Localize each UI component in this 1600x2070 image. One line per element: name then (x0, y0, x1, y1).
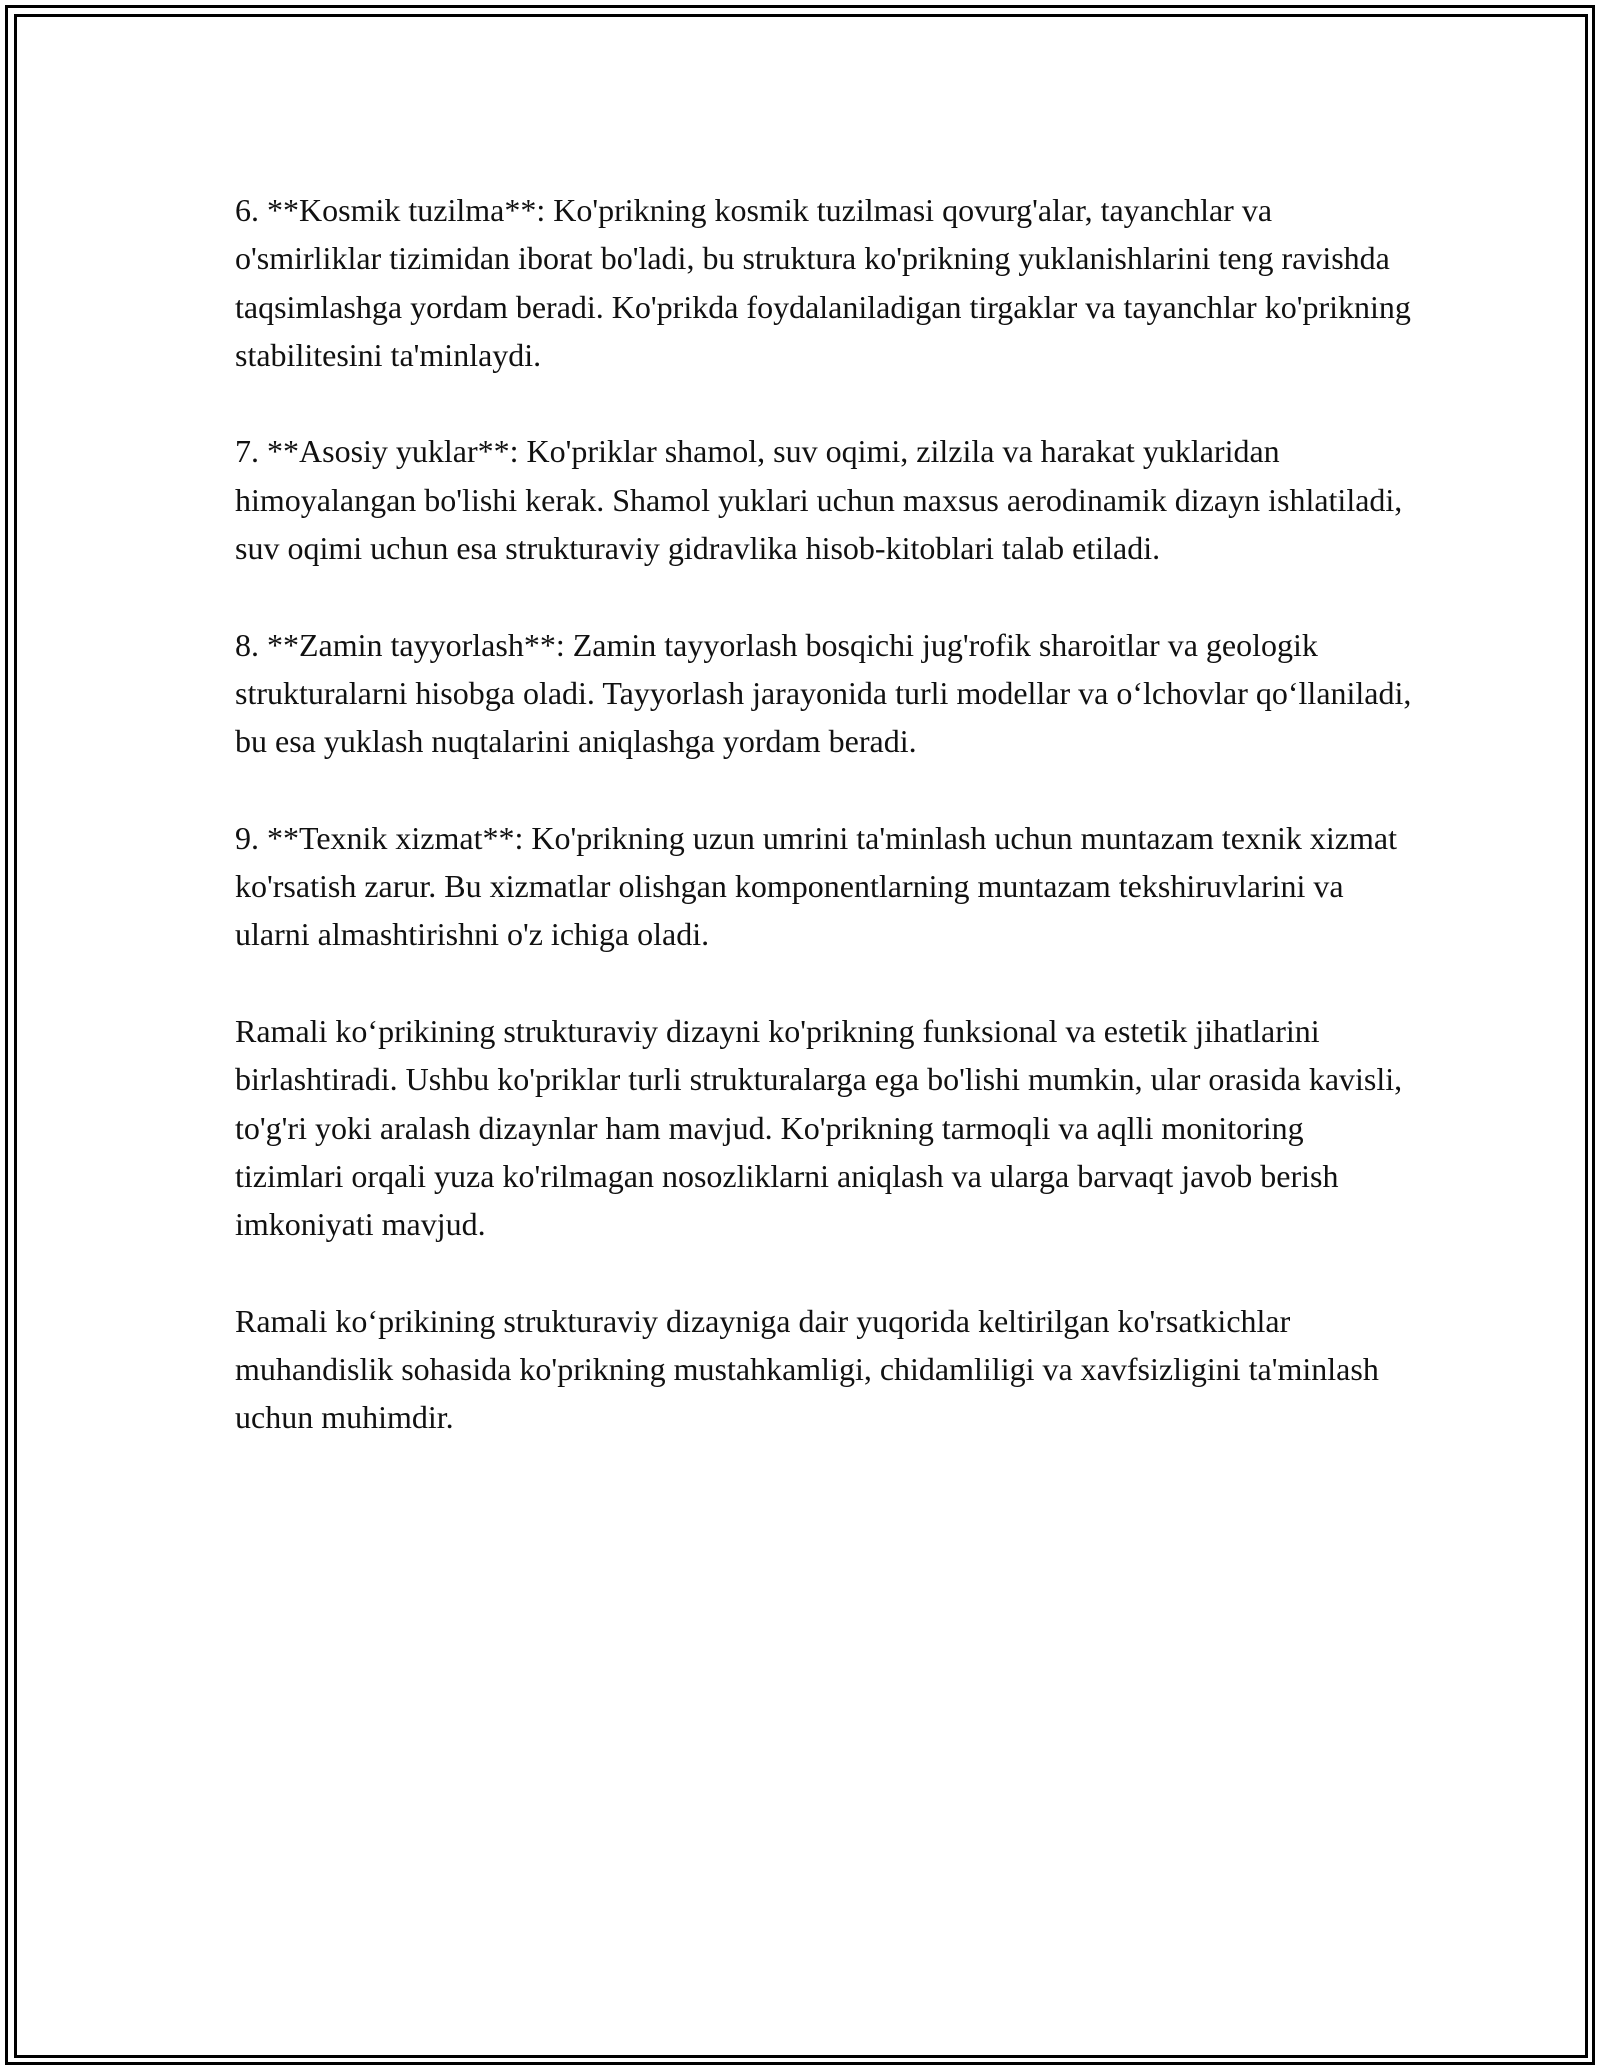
paragraph-structural-design-summary: Ramali ko‘prikining strukturaviy dizayni ko'prikning funksional va estetik jihatlarini birlashtiradi. Ushbu ko'priklar turli strukturalarga ega bo'lishi mumkin, ular orasida kavisli, to'g'ri yoki aralash dizaynlar ham mavjud. Ko'prikning tarmoqli va aqlli monitoring tizimlari orqali yuza ko'rilmagan nosozliklarni aniqlash va ularga barvaqt javob berish imkoniyati mavjud. (235, 1013, 1403, 1243)
paragraph-zamin-tayyorlash: 8. **Zamin tayyorlash**: Zamin tayyorlash bosqichi jug'rofik sharoitlar va geologik strukturalarni hisobga oladi. Tayyorlash jarayonida turli modellar va o‘lchovlar qo‘llaniladi, bu esa yuklash nuqtalarini aniqlashga yordam beradi. (235, 626, 1412, 760)
paragraph-asosiy-yuklar: 7. **Asosiy yuklar**: Ko'priklar shamol, suv oqimi, zilzila va harakat yuklaridan himoyalangan bo'lishi kerak. Shamol yuklari uchun maxsus aerodinamik dizayn ishlatiladi, suv oqimi uchun esa strukturaviy gidravlika hisob-kitoblari talab etiladi. (235, 433, 1403, 567)
paragraph-texnik-xizmat: 9. **Texnik xizmat**: Ko'prikning uzun umrini ta'minlash uchun muntazam texnik xizmat ko'rsatish zarur. Bu xizmatlar olishgan komponentlarning muntazam tekshiruvlarini va ularni almashtirishni o'z ichiga oladi. (235, 819, 1397, 953)
paragraph-conclusion: Ramali ko‘prikining strukturaviy dizayniga dair yuqorida keltirilgan ko'rsatkichlar muhandislik sohasida ko'prikning mustahkamligi, chidamliligi va xavfsizligini ta'minlash uchun muhimdir. (235, 1302, 1379, 1436)
paragraph-kosmik-tuzilma: 6. **Kosmik tuzilma**: Ko'prikning kosmik tuzilmasi qovurg'alar, tayanchlar va o'smirliklar tizimidan iborat bo'ladi, bu struktura ko'prikning yuklanishlarini teng ravishda taqsimlashga yordam beradi. Ko'prikda foydalaniladigan tirgaklar va tayanchlar ko'prikning stabilitesini ta'minlaydi. (235, 192, 1411, 373)
document-body (235, 186, 1415, 1490)
